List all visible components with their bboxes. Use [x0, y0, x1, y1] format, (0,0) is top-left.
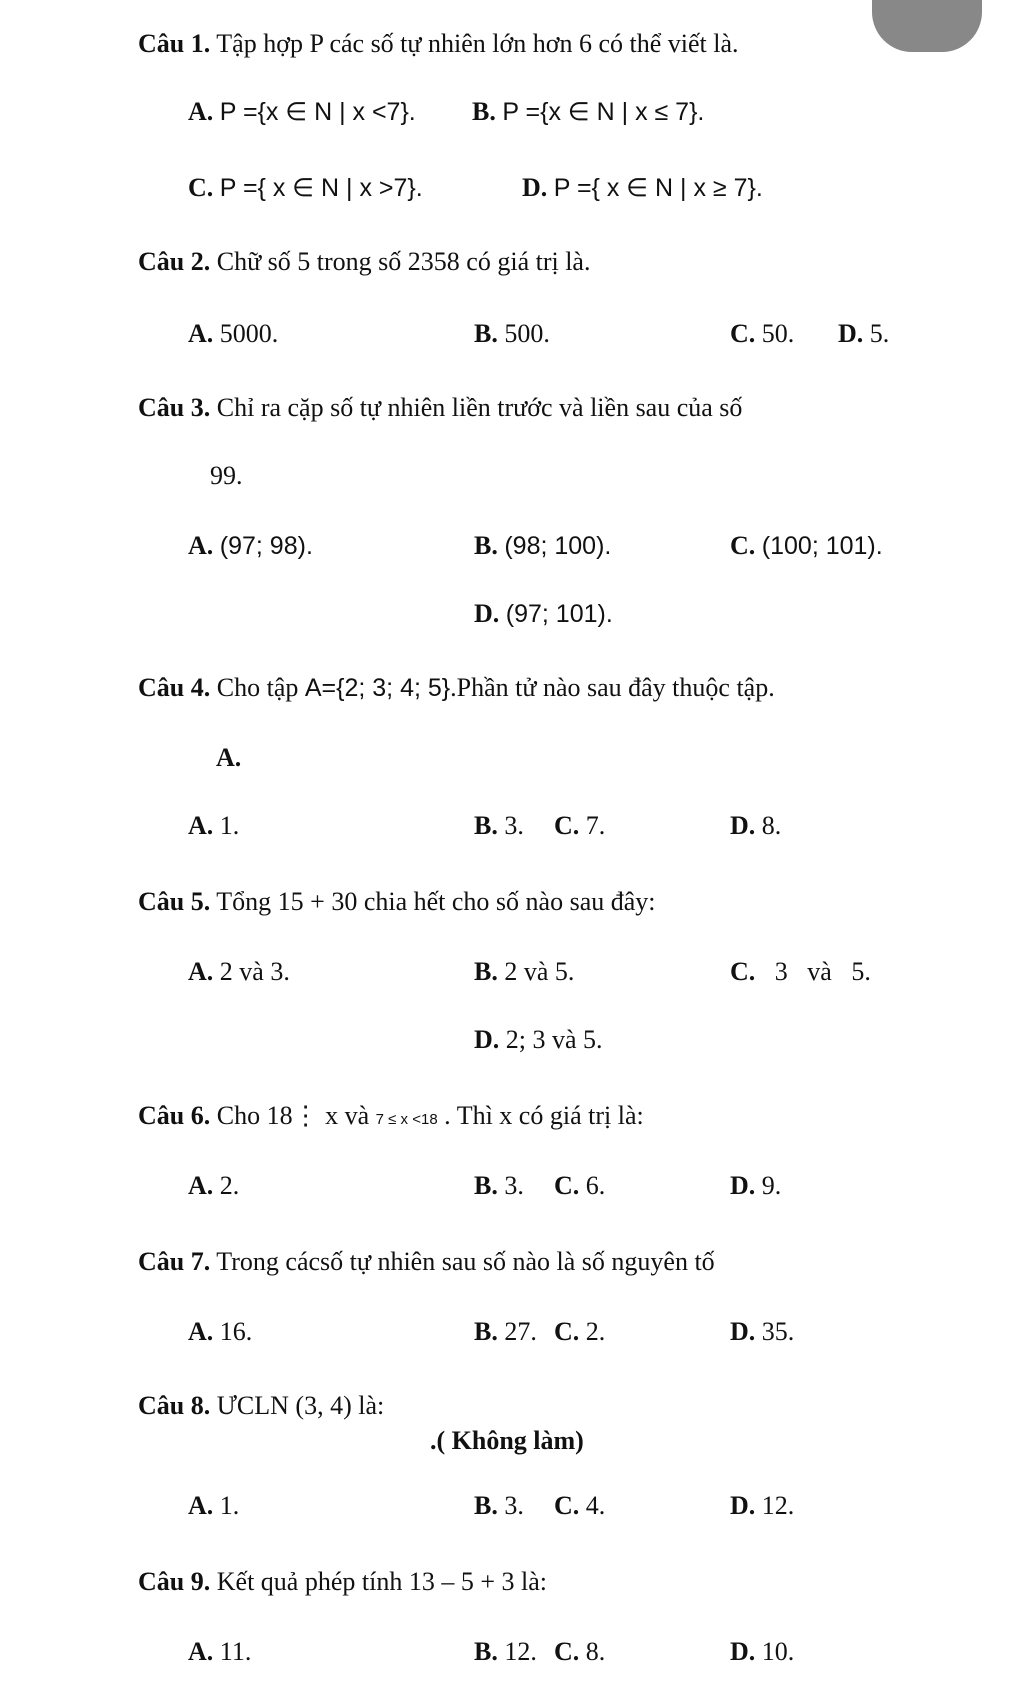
q3-option-c[interactable]: [730, 530, 883, 561]
option-label: C.: [554, 1637, 580, 1666]
q1-option-c[interactable]: [188, 172, 423, 203]
option-text: 2; 3 và 5.: [505, 1025, 603, 1054]
question-label: Câu 2.: [138, 247, 211, 276]
q3-option-d[interactable]: [474, 598, 613, 629]
question-5: [138, 886, 656, 917]
option-text: (100; 101).: [761, 532, 883, 560]
q2-option-d[interactable]: [838, 318, 889, 349]
option-text: 11.: [219, 1637, 252, 1666]
q9-option-d[interactable]: [730, 1636, 794, 1667]
question-7: [138, 1246, 715, 1277]
option-text: (97; 98).: [219, 532, 313, 560]
q5-option-b[interactable]: [474, 956, 574, 987]
option-label: B.: [474, 1491, 498, 1520]
option-label: B.: [474, 531, 498, 560]
q9-option-b[interactable]: [474, 1636, 537, 1667]
question-6: [138, 1100, 644, 1131]
option-label: A.: [188, 1491, 214, 1520]
option-text: 5.: [869, 319, 890, 348]
option-label: D.: [522, 173, 548, 202]
option-text: P ={ x ∈ N | x >7}.: [219, 174, 423, 202]
q2-option-b[interactable]: [474, 318, 550, 349]
option-text: P ={ x ∈ N | x ≥ 7}.: [553, 174, 763, 202]
option-text: 6.: [585, 1171, 606, 1200]
option-text: 1.: [219, 1491, 240, 1520]
option-label: A.: [188, 811, 214, 840]
option-label: D.: [730, 1317, 756, 1346]
option-label: B.: [474, 1637, 498, 1666]
option-label: C.: [188, 173, 214, 202]
option-text: P ={x ∈ N | x ≤ 7}.: [502, 98, 705, 126]
question-label: Câu 9.: [138, 1567, 211, 1596]
q6-option-b[interactable]: [474, 1170, 524, 1201]
question-9: [138, 1566, 547, 1597]
option-label: C.: [554, 811, 580, 840]
option-text: 16.: [219, 1317, 253, 1346]
q8-option-a[interactable]: [188, 1490, 239, 1521]
question-text: ƯCLN (3, 4) là:: [216, 1391, 385, 1420]
option-text: 35.: [761, 1317, 795, 1346]
option-label: A.: [188, 531, 214, 560]
option-label: B.: [474, 957, 498, 986]
skip-note: .( Không làm): [430, 1426, 584, 1455]
question-text: Cho 18⋮ x và: [216, 1101, 376, 1130]
question-label: Câu 4.: [138, 673, 211, 702]
option-label: A.: [188, 957, 214, 986]
q5-option-c[interactable]: [730, 956, 871, 987]
option-label: D.: [474, 1025, 500, 1054]
option-label: B.: [474, 811, 498, 840]
option-text: 8.: [761, 811, 782, 840]
q7-option-b[interactable]: [474, 1316, 537, 1347]
question-text: 99.: [210, 461, 243, 490]
q9-option-a[interactable]: [188, 1636, 251, 1667]
q1-option-a[interactable]: [188, 96, 416, 127]
question-label: Câu 1.: [138, 29, 211, 58]
option-label: A.: [188, 1317, 214, 1346]
question-text: Kết quả phép tính 13 – 5 + 3 là:: [216, 1567, 547, 1596]
option-text: 4.: [585, 1491, 606, 1520]
question-text: . Thì x có giá trị là:: [437, 1101, 644, 1130]
option-text: (98; 100).: [504, 532, 612, 560]
question-1: [138, 28, 739, 59]
scroll-tab[interactable]: [872, 0, 982, 52]
option-label: C.: [554, 1491, 580, 1520]
question-3: [138, 392, 742, 423]
option-text: 9.: [761, 1171, 782, 1200]
option-text: 12.: [504, 1637, 537, 1666]
q3-option-a[interactable]: [188, 530, 313, 561]
q1-option-b[interactable]: [472, 96, 704, 127]
option-label: D.: [474, 599, 500, 628]
q7-option-c[interactable]: [554, 1316, 605, 1347]
q2-option-c[interactable]: [730, 318, 794, 349]
question-text: Tổng 15 + 30 chia hết cho số nào sau đây:: [216, 887, 656, 916]
question-label: Câu 6.: [138, 1101, 211, 1130]
option-text: 10.: [761, 1637, 795, 1666]
inequality: 7 ≤ x <18: [375, 1111, 438, 1128]
question-3-continuation: [210, 460, 243, 491]
option-label: C.: [730, 531, 756, 560]
option-label: C.: [730, 319, 756, 348]
option-text: 7.: [585, 811, 606, 840]
option-label: C.: [554, 1171, 580, 1200]
option-label: D.: [838, 319, 864, 348]
option-text: 1.: [219, 811, 240, 840]
q1-option-d[interactable]: [522, 172, 763, 203]
q8-option-b[interactable]: [474, 1490, 524, 1521]
question-text: .Phần tử nào sau đây thuộc tập.: [450, 673, 775, 702]
q4-option-d[interactable]: [730, 810, 781, 841]
option-text: 5000.: [219, 319, 279, 348]
question-4: [138, 672, 775, 703]
option-text: 2.: [585, 1317, 606, 1346]
q8-option-d[interactable]: [730, 1490, 794, 1521]
q4-option-c[interactable]: [554, 810, 605, 841]
question-text: Trong cácsố tự nhiên sau số nào là số nguyên tố: [216, 1247, 715, 1276]
question-text: Cho tập: [216, 673, 305, 702]
option-label: B.: [472, 97, 496, 126]
option-text: 3.: [504, 1491, 524, 1520]
q6-option-d[interactable]: [730, 1170, 781, 1201]
option-label: C.: [730, 957, 756, 986]
question-text: Chỉ ra cặp số tự nhiên liền trước và liền sau của số: [216, 393, 743, 422]
q4-option-b[interactable]: [474, 810, 524, 841]
option-label: D.: [730, 811, 756, 840]
option-text: 12.: [761, 1491, 795, 1520]
option-text: (97; 101).: [505, 600, 613, 628]
option-label: A.: [188, 1171, 214, 1200]
option-label: D.: [730, 1637, 756, 1666]
option-text: 27.: [504, 1317, 537, 1346]
option-label: A.: [188, 97, 214, 126]
option-label: D.: [730, 1491, 756, 1520]
option-text: 2 và 3.: [219, 957, 290, 986]
set-notation: A={2; 3; 4; 5}: [304, 674, 451, 702]
option-text: 3 và 5.: [774, 957, 871, 986]
q9-option-c[interactable]: [554, 1636, 605, 1667]
option-text: 3.: [504, 1171, 524, 1200]
q8-option-c[interactable]: [554, 1490, 605, 1521]
question-label: Câu 8.: [138, 1391, 211, 1420]
option-text: 500.: [504, 319, 550, 348]
q5-option-a[interactable]: [188, 956, 290, 987]
q7-option-a[interactable]: [188, 1316, 252, 1347]
option-text: 8.: [585, 1637, 606, 1666]
q5-option-d[interactable]: [474, 1024, 603, 1055]
question-8: [138, 1390, 384, 1421]
option-label: A.: [188, 319, 214, 348]
option-text: 2 và 5.: [504, 957, 575, 986]
q7-option-d[interactable]: [730, 1316, 794, 1347]
question-label: Câu 3.: [138, 393, 211, 422]
q3-option-b[interactable]: [474, 530, 611, 561]
option-label: A.: [188, 1637, 214, 1666]
option-label: B.: [474, 319, 498, 348]
question-4-continuation: [216, 742, 241, 773]
option-label: B.: [474, 1171, 498, 1200]
option-text: 50.: [761, 319, 795, 348]
option-text: 3.: [504, 811, 524, 840]
question-label: Câu 7.: [138, 1247, 211, 1276]
question-text: A.: [216, 743, 242, 772]
option-label: D.: [730, 1171, 756, 1200]
question-2: [138, 246, 590, 277]
option-text: P ={x ∈ N | x <7}.: [219, 98, 416, 126]
q4-option-a[interactable]: [188, 810, 239, 841]
q2-option-a[interactable]: [188, 318, 278, 349]
option-label: C.: [554, 1317, 580, 1346]
option-text: 2.: [219, 1171, 240, 1200]
question-text: Tập hợp P các số tự nhiên lớn hơn 6 có thể viết là.: [216, 29, 739, 58]
q6-option-c[interactable]: [554, 1170, 605, 1201]
question-label: Câu 5.: [138, 887, 211, 916]
option-label: B.: [474, 1317, 498, 1346]
question-text: Chữ số 5 trong số 2358 có giá trị là.: [216, 247, 591, 276]
q6-option-a[interactable]: [188, 1170, 239, 1201]
